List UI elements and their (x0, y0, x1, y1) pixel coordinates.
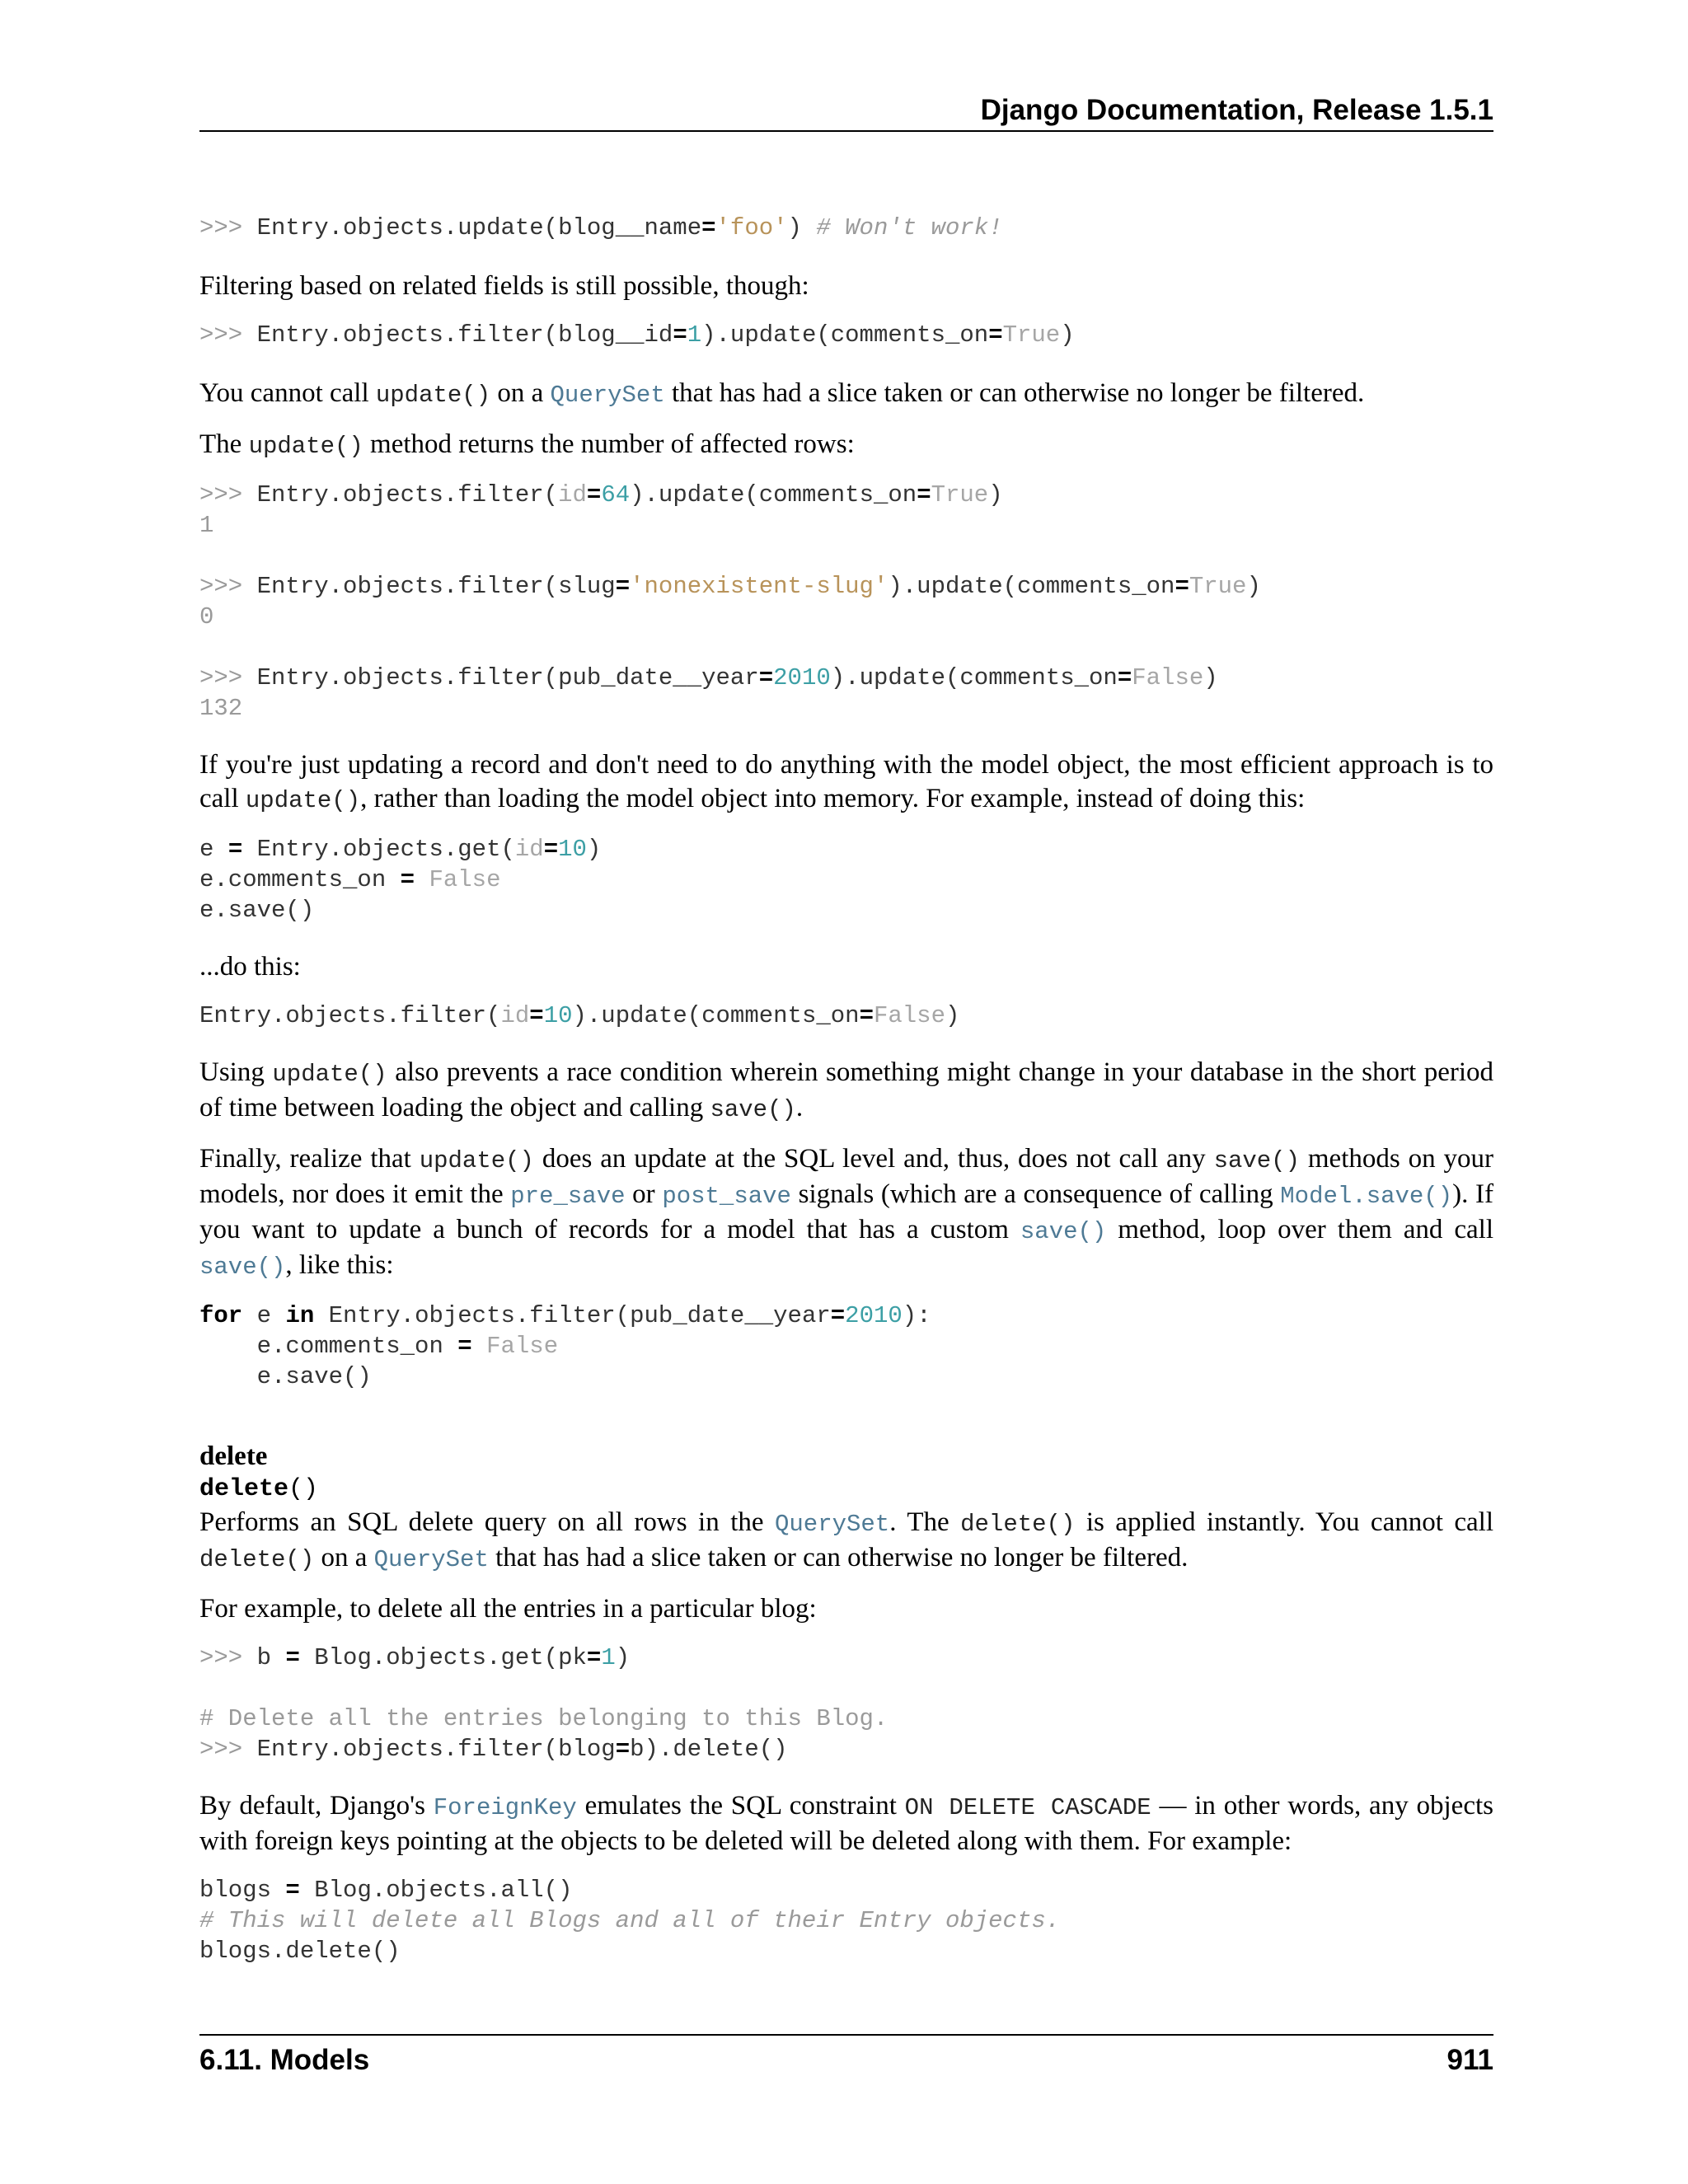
section-title-delete: delete (199, 1441, 268, 1471)
page-header (199, 89, 1493, 132)
model-save-link[interactable]: Model.save() (1280, 1183, 1453, 1210)
post-save-link[interactable]: post_save (662, 1183, 791, 1210)
page-number: 911 (1447, 2044, 1493, 2076)
paragraph-delete-description: Performs an SQL delete query on all rows in the QuerySet. The delete() is applied instantly. You cannot call delete() on a QuerySet that has had a slice taken or can otherwise no longer be filtered. (199, 1507, 1493, 1573)
foreignkey-link[interactable]: ForeignKey (433, 1794, 577, 1821)
queryset-link[interactable]: QuerySet (774, 1511, 890, 1538)
code-block-loop-save: for e in Entry.objects.filter(pub_date__year=2010): e.comments_on = False e.save() (199, 1302, 931, 1390)
page-footer (199, 2034, 1493, 2076)
code-block-update-wont-work: >>> Entry.objects.update(blog__name='foo') # Won't work! (199, 214, 1003, 241)
paragraph-foreignkey-cascade: By default, Django's ForeignKey emulates the SQL constraint ON DELETE CASCADE — in other words, any objects with foreign keys pointing at the objects to be deleted will be deleted along with them. For example: (199, 1791, 1493, 1856)
paragraph-race-condition: Using update() also prevents a race condition wherein something might change in your database in the short period of time between loading the object and calling save(). (199, 1057, 1494, 1123)
header-title: Django Documentation, Release 1.5.1 (980, 94, 1493, 126)
pre-save-link[interactable]: pre_save (510, 1183, 626, 1210)
page-content (199, 206, 1493, 1966)
save-call-link[interactable]: save() (199, 1254, 286, 1281)
paragraph-do-this: ...do this: (199, 952, 301, 982)
code-block-get-and-save: e = Entry.objects.get(id=10) e.comments_on = False e.save() (199, 836, 602, 924)
method-signature-delete: delete() (199, 1475, 319, 1503)
paragraph-update-returns: The update() method returns the number of affected rows: (199, 429, 855, 460)
code-block-affected-rows: >>> Entry.objects.filter(id=64).update(comments_on=True) 1 >>> Entry.objects.filter(slug='nonexistent-slug').update(comments_on=True) 0 >>> Entry.objects.filter(pub_date__year=2010).update(comments_on=False) 132 (199, 481, 1261, 722)
save-method-link[interactable]: save() (1020, 1218, 1107, 1245)
paragraph-filtering-related: Filtering based on related fields is still possible, though: (199, 271, 809, 301)
footer-section: 6.11. Models (199, 2044, 370, 2076)
queryset-link[interactable]: QuerySet (550, 382, 665, 409)
code-block-filter-update: Entry.objects.filter(id=10).update(comments_on=False) (199, 1002, 960, 1029)
code-block-delete-blog-entries: >>> b = Blog.objects.get(pk=1) # Delete all the entries belonging to this Blog. >>> Entry.objects.filter(blog=b).delete() (199, 1644, 889, 1763)
queryset-link[interactable]: QuerySet (373, 1546, 489, 1573)
paragraph-delete-example: For example, to delete all the entries in a particular blog: (199, 1594, 817, 1624)
code-block-filter-blog-id: >>> Entry.objects.filter(blog__id=1).update(comments_on=True) (199, 321, 1075, 349)
paragraph-cannot-call-update: You cannot call update() on a QuerySet that has had a slice taken or can otherwise no longer be filtered. (199, 378, 1365, 409)
paragraph-sql-level-update: Finally, realize that update() does an update at the SQL level and, thus, does not call any save() methods on your models, nor does it emit the pre_save or post_save signals (which are a consequence of calling Model.save()). If you want to update a bunch of records for a model that has a custom save() method, loop over them and call save(), like this: (199, 1144, 1493, 1281)
code-block-delete-all-blogs: blogs = Blog.objects.all() # This will delete all Blogs and all of their Entry objects. blogs.delete() (199, 1877, 1061, 1965)
paragraph-efficient-approach: If you're just updating a record and don't need to do anything with the model object, the most efficient approach is to call update(), rather than loading the model object into memory. For example, instead of doing this: (199, 750, 1493, 814)
